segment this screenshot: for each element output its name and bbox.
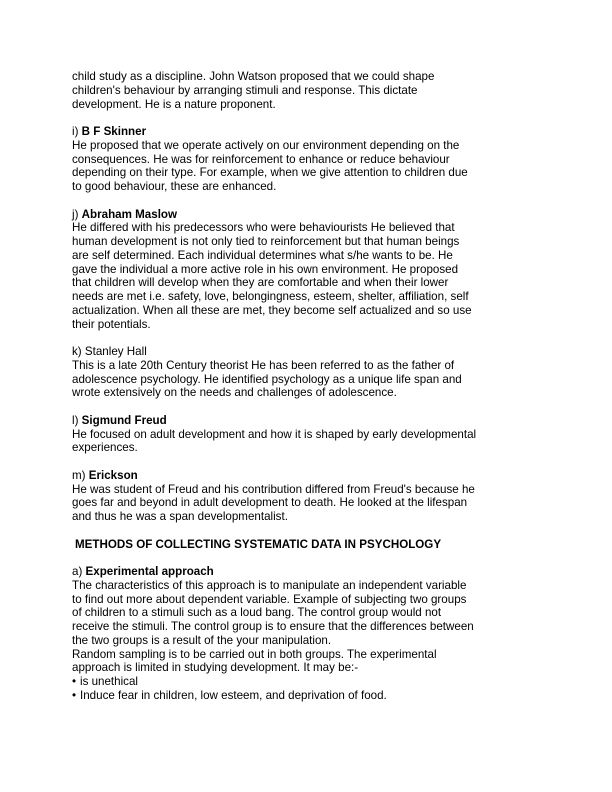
- text-line: approach is limited in studying development. It may be:-: [72, 661, 359, 675]
- list-marker: a): [72, 565, 83, 578]
- theorist-heading: [72, 414, 542, 428]
- text-line: to good behaviour, these are enhanced.: [72, 180, 277, 193]
- text-line: depending on their type. For example, when we give attention to children due: [72, 166, 468, 180]
- theorist-heading: [72, 345, 542, 359]
- text-line: human development is not only tied to reinforcement but that human beings: [72, 235, 460, 248]
- text-line: children's behaviour by arranging stimuli and response. This dictate: [72, 83, 418, 97]
- theorist-heading: [72, 208, 542, 222]
- list-marker: i): [72, 125, 79, 138]
- text-line: consequences. He was for reinforcement to enhance or reduce behaviour: [72, 152, 450, 166]
- text-line: Random sampling is to be carried out in both groups. The experimental: [72, 647, 437, 661]
- theorist-hall: [72, 345, 542, 400]
- text-line: gave the individual a more active role in his own environment. He proposed: [72, 262, 459, 276]
- list-marker: j): [72, 207, 79, 221]
- text-line: their potentials.: [72, 317, 151, 331]
- intro-paragraph: [72, 70, 542, 111]
- theorist-heading: [72, 125, 542, 139]
- document-page: [72, 70, 542, 716]
- method-heading: [72, 565, 542, 579]
- bullet-text: is unethical: [80, 675, 139, 688]
- bullet-icon: •: [72, 675, 77, 688]
- theorist-erickson: [72, 469, 542, 524]
- theorist-name: Stanley Hall: [84, 345, 147, 358]
- method-name: Experimental approach: [85, 565, 214, 578]
- text-line: The characteristics of this approach is to manipulate an independent variable: [72, 578, 467, 592]
- theorist-heading: [72, 469, 542, 483]
- method-experimental: [72, 565, 542, 703]
- text-line: the two groups is a result of the your manipulation.: [72, 633, 332, 647]
- theorist-freud: [72, 414, 542, 455]
- text-line: wrote extensively on the needs and challenges of adolescence.: [72, 386, 397, 400]
- text-line: He focused on adult development and how it is shaped by early developmental: [72, 427, 477, 441]
- text-line: He differed with his predecessors who were behaviourists He believed that: [72, 221, 455, 235]
- bullet-item: [72, 689, 542, 703]
- list-marker: m): [72, 468, 86, 482]
- theorist-name: B F Skinner: [81, 125, 147, 138]
- text-line: He proposed that we operate actively on our environment depending on the: [72, 138, 460, 152]
- text-line: development. He is a nature proponent.: [72, 97, 276, 111]
- bullet-item: [72, 675, 542, 689]
- text-line: are self determined. Each individual determines what s/he wants to be. He: [72, 248, 453, 262]
- bullet-icon: •: [72, 688, 77, 702]
- theorist-name: Sigmund Freud: [81, 413, 167, 427]
- text-line: and thus he was a span developmentalist.: [72, 510, 288, 523]
- theorist-name: Erickson: [88, 468, 138, 482]
- text-line: of children to a stimuli such as a loud bang. The control group would not: [72, 606, 442, 620]
- theorist-maslow: [72, 208, 542, 332]
- list-marker: l): [72, 413, 79, 427]
- text-line: receive the stimuli. The control group is to ensure that the differences between: [72, 620, 474, 633]
- list-marker: k): [72, 345, 82, 358]
- text-line: child study as a discipline. John Watson proposed that we could shape: [72, 70, 435, 83]
- text-line: goes far and beyond in adult development to death. He looked at the lifespan: [72, 496, 468, 510]
- text-line: to find out more about dependent variable. Example of subjecting two groups: [72, 592, 467, 606]
- theorist-skinner: [72, 125, 542, 194]
- theorist-name: Abraham Maslow: [81, 207, 178, 221]
- text-line: needs are met i.e. safety, love, belongingness, esteem, shelter, affiliation, self: [72, 290, 469, 303]
- text-line: He was student of Freud and his contribution differed from Freud's because he: [72, 482, 475, 496]
- text-line: experiences.: [72, 441, 138, 455]
- text-line: actualization. When all these are met, they become self actualized and so use: [72, 303, 472, 317]
- section-heading: METHODS OF COLLECTING SYSTEMATIC DATA IN PSYCHOLOGY: [75, 537, 442, 551]
- text-line: that children will develop when they are comfortable and when their lower: [72, 276, 449, 290]
- bullet-text: Induce fear in children, low esteem, and deprivation of food.: [80, 688, 387, 702]
- text-line: This is a late 20th Century theorist He has been referred to as the father of: [72, 358, 455, 372]
- text-line: adolescence psychology. He identified psychology as a unique life span and: [72, 372, 462, 386]
